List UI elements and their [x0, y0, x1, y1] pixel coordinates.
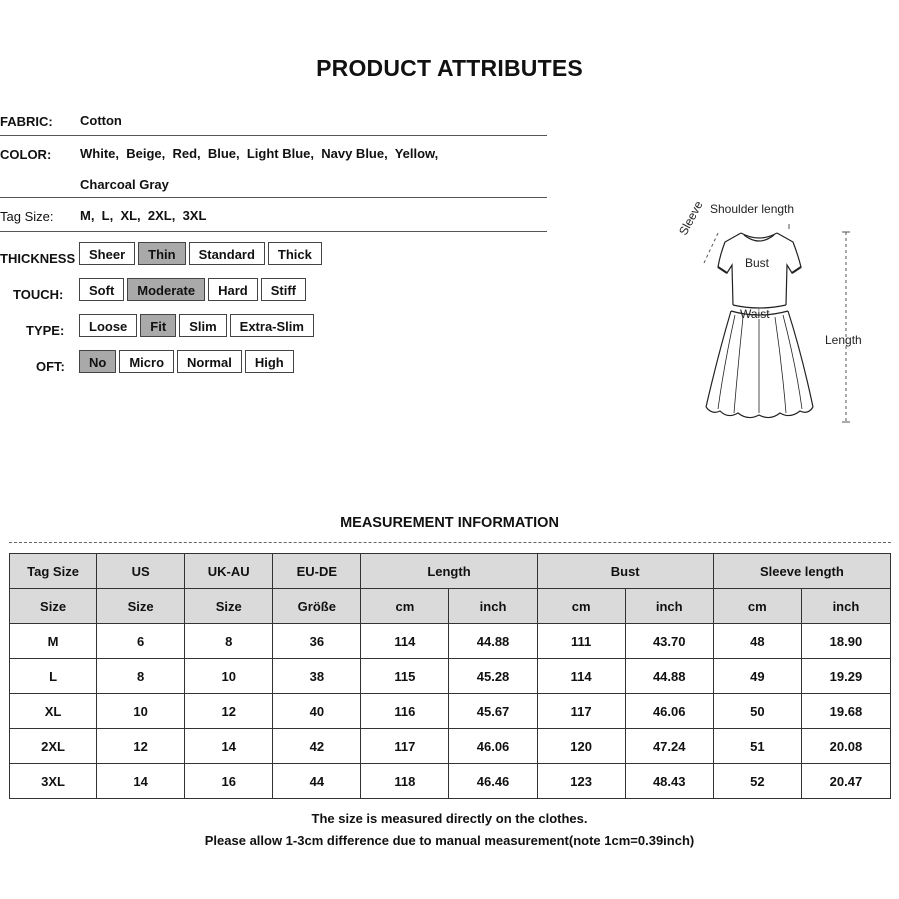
table-row — [10, 659, 891, 694]
table-cell: 20.08 — [801, 729, 890, 764]
oft-option-no: No — [79, 350, 116, 373]
table-cell: 18.90 — [801, 624, 890, 659]
table-cell: 45.28 — [449, 659, 537, 694]
table-cell: 40 — [273, 694, 361, 729]
type-options — [79, 314, 314, 337]
table-cell: 114 — [537, 659, 625, 694]
table-cell: 46.46 — [449, 764, 537, 799]
header-cell: cm — [713, 589, 801, 624]
table-cell: 44.88 — [449, 624, 537, 659]
table-cell: 2XL — [10, 729, 97, 764]
header-cell: Size — [97, 589, 185, 624]
table-cell: 44.88 — [625, 659, 713, 694]
divider — [0, 231, 547, 232]
type-option-fit: Fit — [140, 314, 176, 337]
table-row — [10, 694, 891, 729]
header-cell: Bust — [537, 554, 713, 589]
table-cell: 117 — [537, 694, 625, 729]
header-cell: inch — [801, 589, 890, 624]
page-title: PRODUCT ATTRIBUTES — [316, 55, 583, 81]
divider — [0, 197, 547, 198]
table-cell: 51 — [713, 729, 801, 764]
touch-option-hard: Hard — [208, 278, 258, 301]
table-cell: 14 — [185, 729, 273, 764]
type-option-slim: Slim — [179, 314, 226, 337]
header-cell: UK-AU — [185, 554, 273, 589]
fabric-value: Cotton — [80, 113, 122, 128]
color-value-line1: White, Beige, Red, Blue, Light Blue, Navy Blue, Yellow, — [80, 146, 439, 161]
dress-outline-icon — [660, 195, 890, 435]
header-cell: Size — [10, 589, 97, 624]
dress-measurement-diagram — [660, 195, 890, 435]
table-cell: 115 — [361, 659, 449, 694]
header-cell: inch — [449, 589, 537, 624]
header-cell: inch — [625, 589, 713, 624]
table-cell: 47.24 — [625, 729, 713, 764]
length-label: Length — [825, 333, 862, 347]
table-cell: 38 — [273, 659, 361, 694]
thickness-option-thick: Thick — [268, 242, 322, 265]
shoulder-length-label: Shoulder length — [710, 202, 795, 216]
table-cell: 114 — [361, 624, 449, 659]
table-cell: 19.29 — [801, 659, 890, 694]
touch-options — [79, 278, 306, 301]
oft-options — [79, 350, 294, 373]
table-cell: 123 — [537, 764, 625, 799]
type-option-loose: Loose — [79, 314, 137, 337]
header-cell: Sleeve length — [713, 554, 890, 589]
table-cell: 10 — [97, 694, 185, 729]
oft-option-micro: Micro — [119, 350, 174, 373]
divider — [0, 135, 547, 136]
type-option-extra-slim: Extra-Slim — [230, 314, 314, 337]
measurement-note-2: Please allow 1-3cm difference due to manual measurement(note 1cm=0.39inch) — [204, 833, 695, 848]
table-cell: 116 — [361, 694, 449, 729]
oft-option-normal: Normal — [177, 350, 242, 373]
size-chart-table — [9, 553, 891, 799]
tag-size-label: Tag Size: — [0, 209, 54, 224]
table-header-row-1 — [10, 554, 891, 589]
thickness-option-sheer: Sheer — [79, 242, 135, 265]
table-cell: L — [10, 659, 97, 694]
table-cell: 120 — [537, 729, 625, 764]
oft-option-high: High — [245, 350, 294, 373]
touch-option-stiff: Stiff — [261, 278, 306, 301]
touch-label: TOUCH: — [13, 287, 64, 302]
measurement-note-1: The size is measured directly on the clothes. — [311, 811, 588, 826]
table-cell: 10 — [185, 659, 273, 694]
header-cell: US — [97, 554, 185, 589]
header-cell: EU-DE — [273, 554, 361, 589]
header-cell: Tag Size — [10, 554, 97, 589]
table-cell: 52 — [713, 764, 801, 799]
header-cell: Größe — [273, 589, 361, 624]
table-cell: 6 — [97, 624, 185, 659]
table-cell: XL — [10, 694, 97, 729]
tag-size-value: M, L, XL, 2XL, 3XL — [80, 208, 207, 223]
table-row — [10, 624, 891, 659]
table-cell: 43.70 — [625, 624, 713, 659]
table-header-row-2 — [10, 589, 891, 624]
touch-option-moderate: Moderate — [127, 278, 205, 301]
dashed-divider — [9, 542, 891, 543]
header-cell: Size — [185, 589, 273, 624]
table-cell: M — [10, 624, 97, 659]
table-cell: 42 — [273, 729, 361, 764]
table-cell: 3XL — [10, 764, 97, 799]
table-cell: 36 — [273, 624, 361, 659]
table-cell: 16 — [185, 764, 273, 799]
waist-label: Waist — [740, 307, 770, 321]
header-cell: cm — [361, 589, 449, 624]
thickness-option-thin: Thin — [138, 242, 185, 265]
thickness-option-standard: Standard — [189, 242, 265, 265]
thickness-options — [79, 242, 322, 265]
color-value-line2: Charcoal Gray — [80, 177, 169, 192]
header-cell: Length — [361, 554, 537, 589]
header-cell: cm — [537, 589, 625, 624]
table-cell: 20.47 — [801, 764, 890, 799]
table-cell: 49 — [713, 659, 801, 694]
table-cell: 46.06 — [449, 729, 537, 764]
table-row — [10, 729, 891, 764]
table-cell: 44 — [273, 764, 361, 799]
table-cell: 19.68 — [801, 694, 890, 729]
color-label: COLOR: — [0, 147, 52, 162]
table-cell: 45.67 — [449, 694, 537, 729]
bust-label: Bust — [745, 256, 770, 270]
type-label: TYPE: — [26, 323, 65, 338]
oft-label: OFT: — [36, 359, 65, 374]
table-cell: 12 — [185, 694, 273, 729]
table-cell: 8 — [185, 624, 273, 659]
table-cell: 50 — [713, 694, 801, 729]
table-row — [10, 764, 891, 799]
touch-option-soft: Soft — [79, 278, 124, 301]
table-cell: 118 — [361, 764, 449, 799]
measurement-title: MEASUREMENT INFORMATION — [340, 515, 559, 531]
sleeve-label: Sleeve — [676, 198, 706, 238]
table-cell: 46.06 — [625, 694, 713, 729]
table-cell: 14 — [97, 764, 185, 799]
thickness-label: THICKNESS — [0, 251, 76, 266]
table-cell: 48 — [713, 624, 801, 659]
table-cell: 48.43 — [625, 764, 713, 799]
table-cell: 12 — [97, 729, 185, 764]
table-cell: 111 — [537, 624, 625, 659]
table-cell: 117 — [361, 729, 449, 764]
table-cell: 8 — [97, 659, 185, 694]
fabric-label: FABRIC: — [0, 114, 53, 129]
